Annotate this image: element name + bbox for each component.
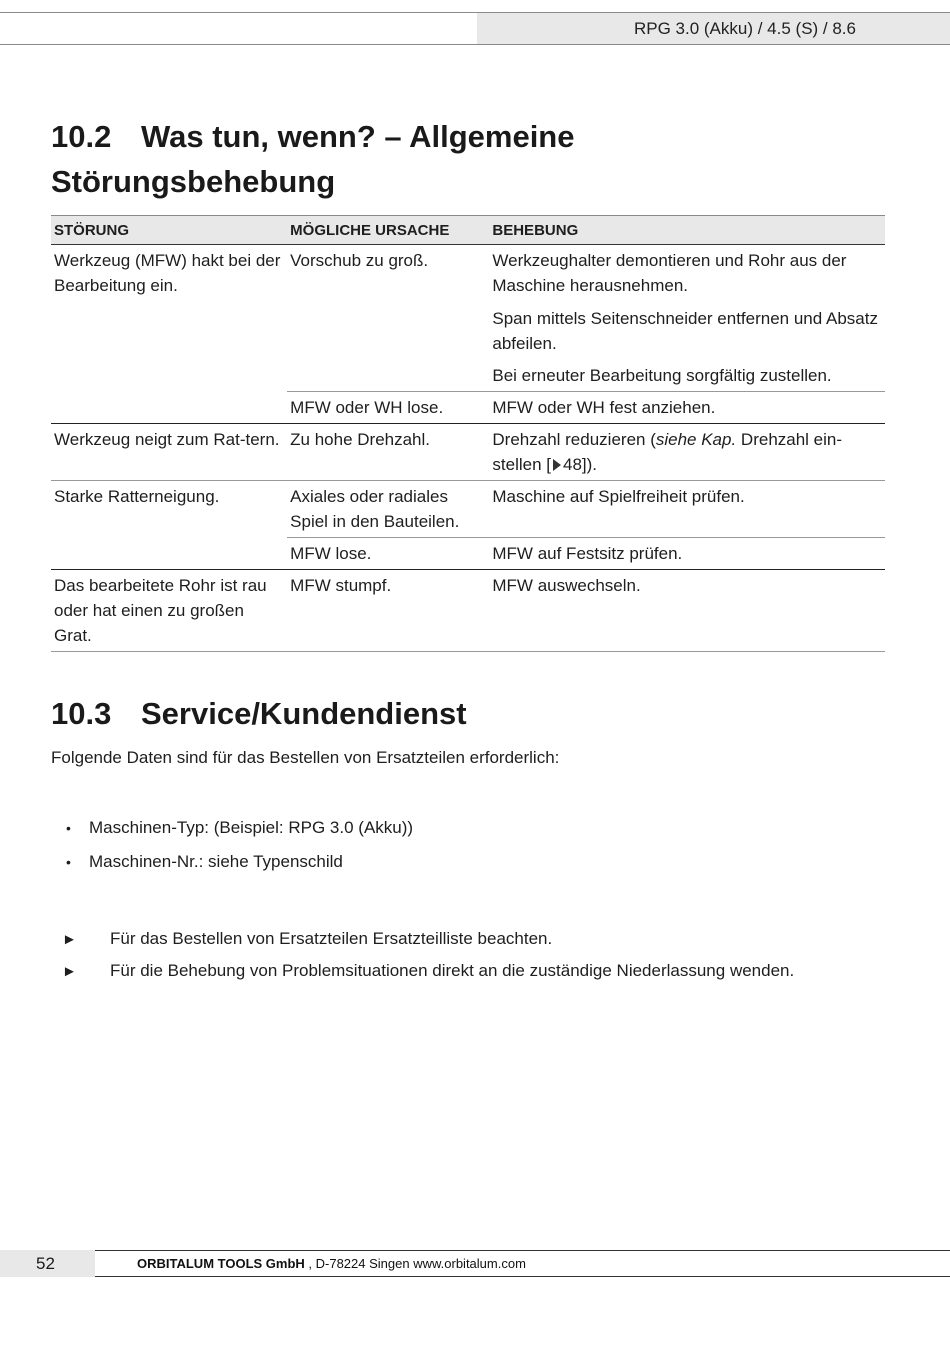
list-item [66,849,343,875]
header-rule-bottom [0,44,950,45]
cell-ursache: Vorschub zu groß. [290,251,429,270]
header-ursache: MÖGLICHE URSACHE [287,216,489,245]
behebung-italic: siehe Kap. [655,430,737,449]
page-number: 52 [36,1254,55,1273]
table-header-row [51,216,885,245]
intro-paragraph: Folgende Daten sind für das Bestellen von Ersatzteilen erforderlich: [51,748,560,767]
footer-rule-top [95,1250,950,1251]
list-item [66,815,413,841]
cell-behebung: MFW auf Festsitz prüfen. [489,538,885,570]
table-row [51,570,885,652]
section-number: 10.3 [51,696,112,731]
behebung-text: ). [586,455,598,474]
arrow-right-icon: ► [62,963,77,980]
bullet-icon: • [66,820,71,836]
list-item-text: Maschinen-Typ: (Beispiel: RPG 3.0 (Akku)) [89,818,414,837]
behebung-text: Drehzahl reduzieren ( [492,430,656,449]
section-title-line2: Störungsbehebung [51,164,336,199]
table-row [51,245,885,302]
cell-ursache: MFW stumpf. [287,570,489,652]
cell-behebung: Werkzeughalter demontieren und Rohr aus der Maschine herausnehmen. [492,251,847,295]
cell-behebung: MFW auswechseln. [489,570,885,652]
section-number: 10.2 [51,119,112,154]
cell-behebung: Maschine auf Spielfreiheit prüfen. [489,481,885,538]
instruction-step [62,926,552,952]
cell-stoerung: Das bearbeitete Rohr ist rau oder hat einen zu großen Grat. [51,570,287,652]
section-heading-10-3 [51,691,467,736]
cell-behebung [489,424,885,481]
cell-behebung: Bei erneuter Bearbeitung sorgfältig zustellen. [492,366,832,385]
instruction-text: Für das Bestellen von Ersatzteilen Ersatzteilliste beachten. [110,929,553,948]
cell-ursache: MFW lose. [287,538,489,570]
instruction-step [62,958,794,984]
cell-behebung: Span mittels Seitenschneider entfernen und Absatz abfeilen. [492,309,878,353]
arrow-right-icon: ► [62,931,77,948]
troubleshooting-table [51,215,885,652]
company-name: ORBITALUM TOOLS GmbH [137,1256,305,1271]
cell-behebung: MFW oder WH fest anziehen. [489,392,885,424]
footer-rule-bottom [95,1276,950,1277]
company-address: , D-78224 Singen www.orbitalum.com [304,1256,526,1271]
running-header: RPG 3.0 (Akku) / 4.5 (S) / 8.6 [477,13,950,44]
page-reference-link[interactable]: 48] [562,455,587,474]
list-item-text: Maschinen-Nr.: siehe Typenschild [89,852,343,871]
header-stoerung: STÖRUNG [51,216,287,245]
table-row [51,481,885,538]
section-title-line1: Was tun, wenn? – Allgemeine [141,119,575,154]
page-number-box [0,1250,95,1277]
cell-ursache: Axiales oder radiales Spiel in den Bauteilen. [287,481,489,538]
page-reference-arrow-icon [553,459,561,471]
bullet-icon: • [66,854,71,870]
footer-company [137,1252,526,1276]
cell-ursache: Zu hohe Drehzahl. [287,424,489,481]
section-heading-10-2 [51,114,575,159]
cell-ursache: MFW oder WH lose. [287,392,489,424]
table-row [51,424,885,481]
behebung-text: Drehzahl ein-stellen [ [492,430,843,474]
instruction-text: Für die Behebung von Problemsituationen direkt an die zuständige Niederlassung wenden. [110,961,795,980]
cell-stoerung: Werkzeug (MFW) hakt bei der Bearbeitung ein. [54,251,281,295]
cell-stoerung: Starke Ratterneigung. [51,481,287,570]
section-heading-10-2-cont [51,159,335,204]
section-title: Service/Kundendienst [141,696,467,731]
cell-stoerung: Werkzeug neigt zum Rat-tern. [51,424,287,481]
header-behebung: BEHEBUNG [489,216,885,245]
